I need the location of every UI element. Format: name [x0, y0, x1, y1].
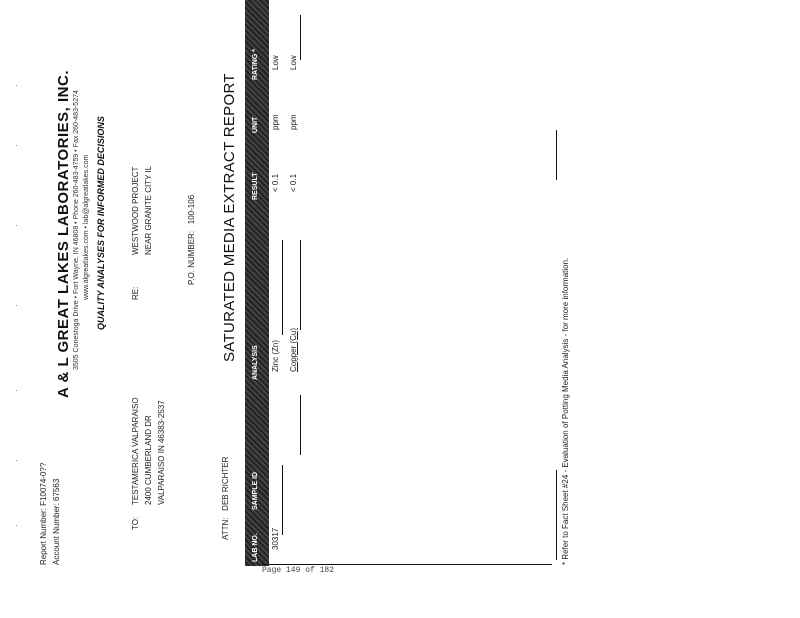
table-rule	[300, 15, 301, 60]
re-line-1: WESTWOOD PROJECT	[131, 166, 140, 255]
unit-copper: ppm	[289, 114, 298, 130]
lab-tagline: QUALITY ANALYSES FOR INFORMED DECISIONS	[96, 116, 106, 330]
scan-dots: ·	[15, 140, 19, 150]
table-rule	[300, 395, 301, 455]
account-number: Account Number: 67563	[52, 478, 61, 565]
result-copper: < 0.1	[289, 173, 298, 192]
re-label: RE:	[131, 286, 140, 300]
report-number: Report Number: F10074-0??	[39, 462, 48, 565]
re-line-2: NEAR GRANITE CITY IL	[144, 165, 153, 255]
analysis-zinc: Zinc (Zn)	[271, 340, 280, 372]
rating-zinc: Low	[271, 55, 280, 70]
rating-copper: Low	[289, 55, 298, 70]
to-line-2: 2400 CUMBERLAND DR	[144, 415, 153, 505]
table-rule	[556, 130, 557, 180]
lab-no-value: 30317	[271, 527, 280, 550]
table-rule	[282, 240, 283, 335]
col-header-rating: RATING *	[252, 49, 259, 80]
page-indicator: Page 149 of 182	[262, 566, 335, 575]
lab-web-email: www.algreatlakes.com • lab@algreatlakes.com	[83, 154, 90, 300]
col-header-analysis: ANALYSIS	[252, 345, 259, 380]
table-rule	[556, 470, 557, 560]
scan-dots: ·	[15, 520, 19, 530]
scan-dots: ·	[15, 300, 19, 310]
scan-dots-top: ·	[15, 80, 19, 90]
table-rule	[282, 465, 283, 535]
col-header-sample-id: SAMPLE ID	[252, 471, 259, 510]
unit-zinc: ppm	[271, 114, 280, 130]
page-title: SATURATED MEDIA EXTRACT REPORT	[221, 73, 238, 362]
scan-dots: ·	[15, 220, 19, 230]
to-line-1: TESTAMERICA VALPARAISO	[131, 397, 140, 505]
scan-dots: ·	[15, 455, 19, 465]
to-label: TO:	[131, 516, 140, 530]
to-line-3: VALPARAISO IN 46383-2537	[157, 400, 166, 505]
col-header-result: RESULT	[252, 172, 259, 200]
col-header-unit: UNIT	[252, 116, 259, 133]
result-zinc: < 0.1	[271, 173, 280, 192]
attn: ATTN: DEB RICHTER	[221, 456, 230, 540]
po-number: P.O. NUMBER: 100-106	[187, 194, 196, 285]
table-rule	[300, 240, 301, 330]
analysis-copper: Copper (Cu)	[289, 327, 298, 372]
lab-address: 3505 Conestoga Drive • Fort Wayne, IN 46808 • Phone 260-483-4759 • Fax 260-483-5274	[73, 90, 80, 370]
footnote: * Refer to Fact Sheet #24 - Evaluation of Potting Media Analysis - for more information.	[561, 257, 570, 565]
col-header-lab-no: LAB NO.	[252, 533, 259, 562]
scan-dots: ·	[15, 385, 19, 395]
lab-name: A & L GREAT LAKES LABORATORIES, INC.	[55, 69, 72, 398]
table-bottom-rule	[262, 564, 552, 565]
